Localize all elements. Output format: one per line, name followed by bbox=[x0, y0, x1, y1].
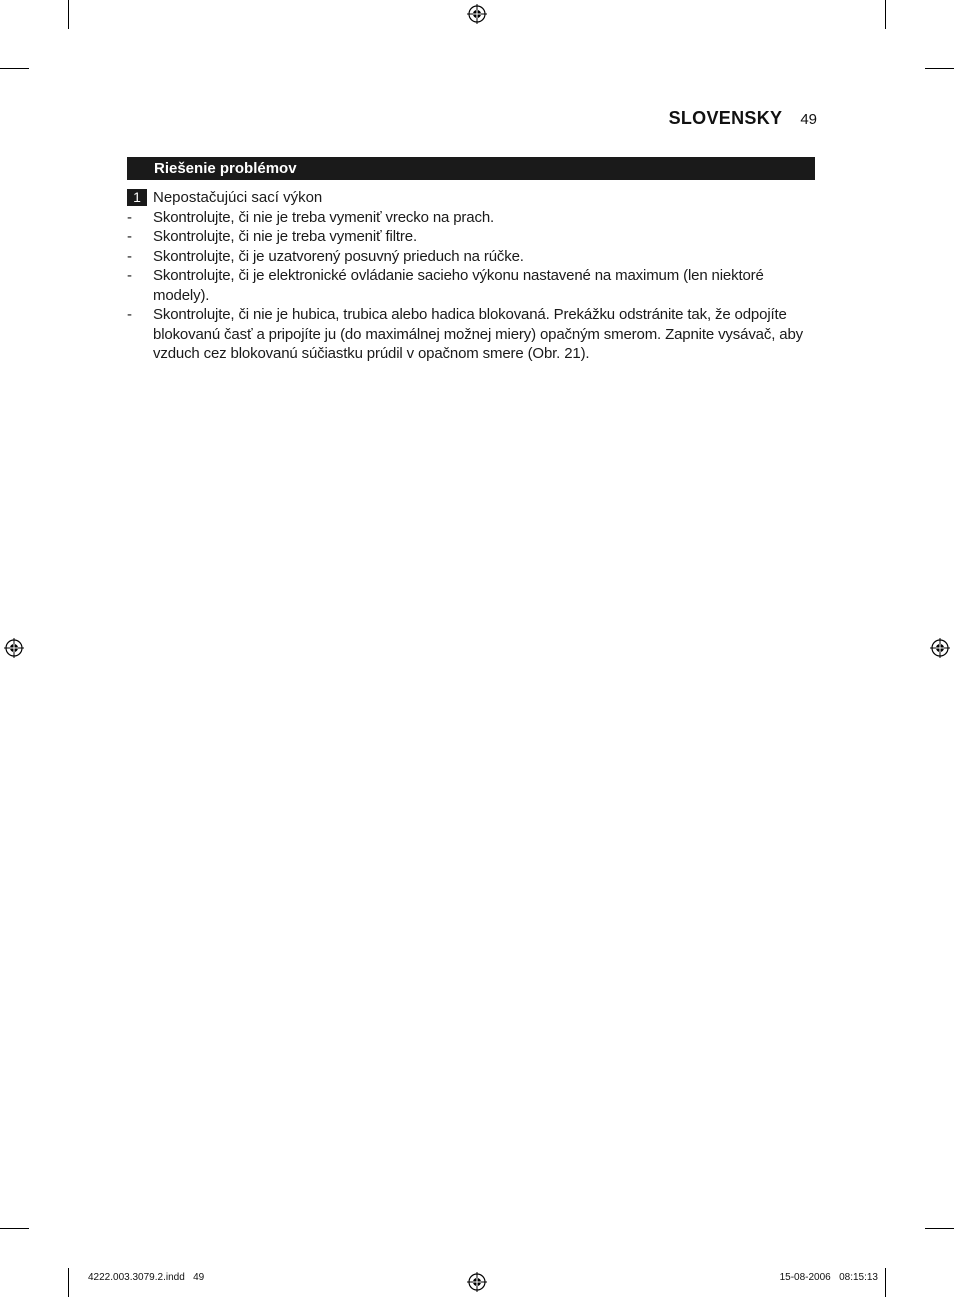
list-item bbox=[127, 208, 817, 228]
list-item-text: Skontrolujte, či nie je treba vymeniť filtre. bbox=[153, 228, 417, 245]
registration-mark-icon bbox=[930, 638, 950, 658]
list-item-text: Skontrolujte, či nie je hubica, trubica alebo hadica blokovaná. Prekážku odstránite tak, že odpojíte blokovanú časť a pripojíte ju (do maximálnej možnej miery) opačným smerom. Zapnite vysávač, aby vzduch cez blokovanú súčiastku prúdil v opačnom smere (Obr. 21). bbox=[153, 306, 803, 362]
registration-mark-icon bbox=[4, 638, 24, 658]
page-header bbox=[669, 108, 817, 129]
bullet-marker: - bbox=[127, 267, 132, 284]
crop-mark-top-right-h bbox=[925, 68, 954, 69]
list-item bbox=[127, 266, 817, 305]
crop-mark-top-left-h bbox=[0, 68, 29, 69]
list-item bbox=[127, 247, 817, 267]
list-item-text: Skontrolujte, či je elektronické ovládanie sacieho výkonu nastavené na maximum (len niektoré modely). bbox=[153, 267, 764, 304]
crop-mark-bottom-right-v bbox=[885, 1268, 886, 1297]
crop-mark-bottom-left-v bbox=[68, 1268, 69, 1297]
crop-mark-top-left-v bbox=[68, 0, 69, 29]
list-item bbox=[127, 305, 817, 364]
bullet-marker: - bbox=[127, 306, 132, 323]
bullet-marker: - bbox=[127, 228, 132, 245]
step-number-badge: 1 bbox=[127, 189, 147, 206]
registration-mark-icon bbox=[467, 4, 487, 24]
language-title: SLOVENSKY bbox=[668, 108, 783, 128]
list-item-text: Skontrolujte, či je uzatvorený posuvný prieduch na rúčke. bbox=[153, 247, 524, 265]
crop-mark-top-right-v bbox=[885, 0, 886, 29]
list-item bbox=[127, 227, 817, 247]
step-heading bbox=[127, 188, 817, 208]
crop-mark-bottom-right-h bbox=[925, 1228, 954, 1229]
bullet-marker: - bbox=[127, 247, 132, 265]
list-item-text: Skontrolujte, či nie je treba vymeniť vrecko na prach. bbox=[153, 208, 495, 226]
page-number: 49 bbox=[800, 111, 817, 128]
section-heading: Riešenie problémov bbox=[127, 157, 815, 180]
footer-datetime: 15-08-2006 08:15:13 bbox=[779, 1272, 878, 1283]
registration-mark-icon bbox=[467, 1272, 487, 1292]
troubleshooting-content bbox=[127, 188, 817, 364]
bullet-list bbox=[127, 208, 817, 364]
footer-file-info: 4222.003.3079.2.indd 49 bbox=[88, 1272, 205, 1283]
bullet-marker: - bbox=[127, 208, 132, 226]
crop-mark-bottom-left-h bbox=[0, 1228, 29, 1229]
step-title: Nepostačujúci sací výkon bbox=[153, 189, 323, 206]
